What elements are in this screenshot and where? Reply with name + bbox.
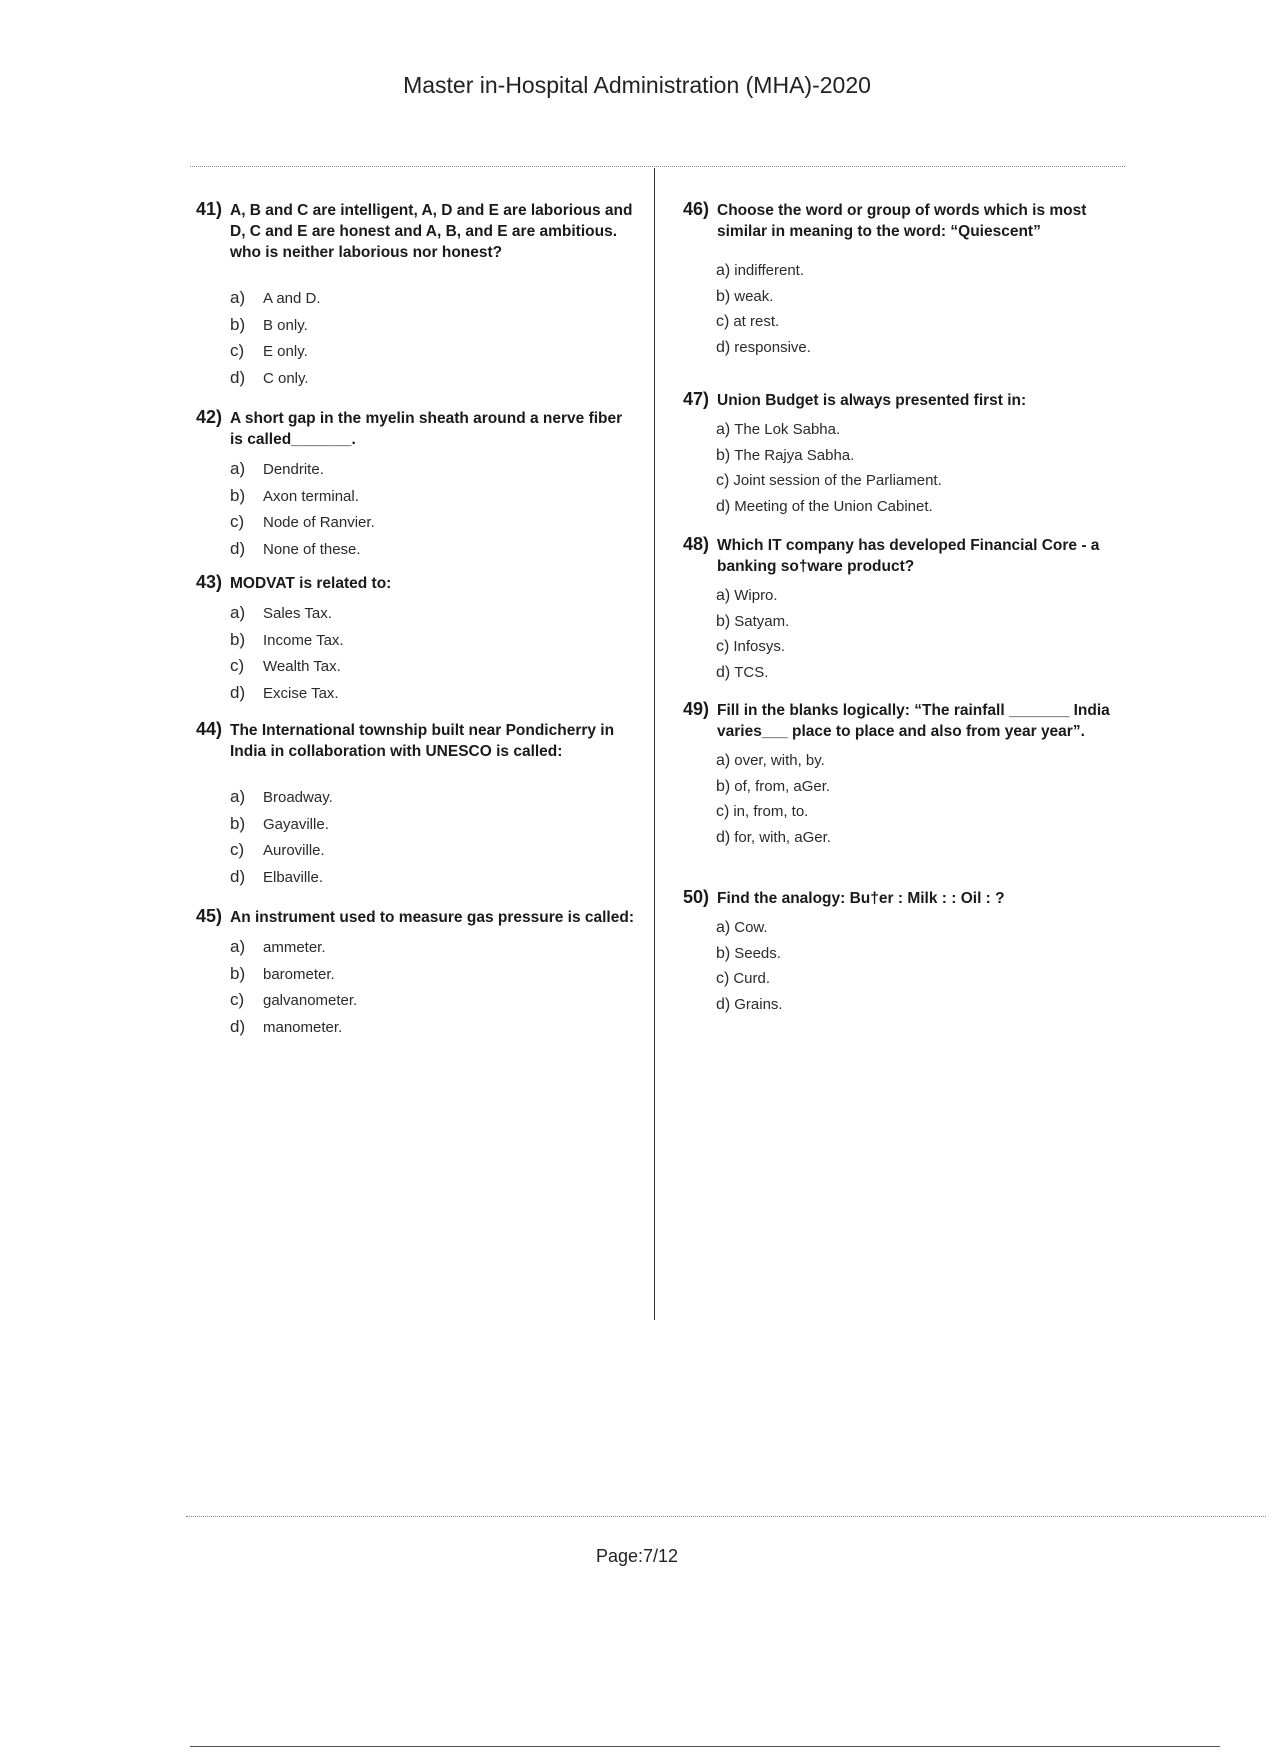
option-b: b) Income Tax. <box>230 629 344 649</box>
question-41 <box>196 200 636 391</box>
option-b: b) B only. <box>230 314 308 334</box>
footer-rule <box>190 1746 1220 1747</box>
option-c: c) in, from, to. <box>716 803 809 820</box>
option-d: d) Excise Tax. <box>230 682 339 702</box>
option-a: a) over, with, by. <box>716 752 825 769</box>
option-b: b) weak. <box>716 287 774 305</box>
option-b: b) The Rajya Sabha. <box>716 446 855 464</box>
question-number: 42) <box>196 407 223 427</box>
question-number: 46) <box>683 199 710 219</box>
option-list <box>196 934 636 1040</box>
question-50 <box>683 888 1123 1017</box>
question-number: 45) <box>196 906 223 926</box>
question-49 <box>683 700 1123 850</box>
option-list <box>683 417 1123 519</box>
question-44 <box>196 720 636 890</box>
question-text: Which IT company has developed Financial Core - a banking so†ware product? <box>717 537 1100 575</box>
option-b: b) Satyam. <box>716 612 790 630</box>
option-list <box>683 258 1123 360</box>
column-divider <box>654 168 655 1320</box>
question-43 <box>196 573 636 706</box>
question-46 <box>683 200 1123 360</box>
option-d: d) Elbaville. <box>230 866 324 886</box>
option-d: d) TCS. <box>716 663 769 681</box>
option-d: d) None of these. <box>230 538 361 558</box>
option-c: c) Auroville. <box>230 840 325 859</box>
option-c: c) E only. <box>230 341 308 360</box>
option-c: c) galvanometer. <box>230 990 358 1009</box>
page-number: Page:7/12 <box>595 1546 679 1566</box>
question-text: MODVAT is related to: <box>230 575 392 592</box>
question-number: 43) <box>196 572 223 592</box>
option-c: c) Curd. <box>716 970 771 987</box>
question-text: A short gap in the myelin sheath around a nerve fiber is called_______. <box>230 410 623 448</box>
question-47 <box>683 390 1123 519</box>
option-a: a) Sales Tax. <box>230 603 332 622</box>
question-45 <box>196 907 636 1040</box>
option-d: d) C only. <box>230 367 309 387</box>
option-c: c) Node of Ranvier. <box>230 512 375 531</box>
question-text: Union Budget is always presented first in: <box>717 392 1027 409</box>
question-number: 48) <box>683 534 710 554</box>
question-number: 41) <box>196 199 223 219</box>
option-a: a) Broadway. <box>230 787 333 806</box>
option-a: a) Wipro. <box>716 587 778 604</box>
option-d: d) responsive. <box>716 338 811 356</box>
question-text: Choose the word or group of words which is most similar in meaning to the word: “Quiescent” <box>717 202 1087 240</box>
option-list <box>683 583 1123 685</box>
option-list <box>196 456 636 562</box>
option-d: d) manometer. <box>230 1016 343 1036</box>
question-number: 49) <box>683 699 710 719</box>
option-b: b) of, from, aGer. <box>716 777 831 795</box>
option-a: a) ammeter. <box>230 937 326 956</box>
option-d: d) for, with, aGer. <box>716 828 831 846</box>
page-title: Master in-Hospital Administration (MHA)-2020 <box>403 72 871 98</box>
top-divider <box>190 166 1125 167</box>
option-list <box>196 285 636 391</box>
question-text: Fill in the blanks logically: “The rainfall _______ India varies___ place to place and also from year year”. <box>717 702 1110 740</box>
option-list <box>196 600 636 706</box>
bottom-divider <box>186 1516 1266 1517</box>
question-number: 47) <box>683 389 710 409</box>
option-d: d) Meeting of the Union Cabinet. <box>716 497 933 515</box>
option-b: b) barometer. <box>230 963 335 983</box>
option-a: a) Cow. <box>716 919 768 936</box>
option-a: a) A and D. <box>230 288 321 307</box>
question-48 <box>683 535 1123 685</box>
option-c: c) at rest. <box>716 313 780 330</box>
option-a: a) The Lok Sabha. <box>716 421 841 438</box>
option-b: b) Axon terminal. <box>230 485 359 505</box>
option-list <box>683 748 1123 850</box>
option-list <box>196 784 636 890</box>
option-b: b) Seeds. <box>716 944 781 962</box>
option-a: a) Dendrite. <box>230 459 324 478</box>
option-c: c) Infosys. <box>716 638 786 655</box>
option-a: a) indifferent. <box>716 262 805 279</box>
question-text: Find the analogy: Bu†er : Milk : : Oil : ? <box>717 890 1005 907</box>
question-text: The International township built near Pondicherry in India in collaboration with UNESCO is called: <box>230 722 615 760</box>
option-list <box>683 915 1123 1017</box>
question-text: A, B and C are intelligent, A, D and E are laborious and D, C and E are honest and A, B, and E are ambitious. who is neither laborious nor honest? <box>230 202 633 261</box>
question-text: An instrument used to measure gas pressure is called: <box>230 909 634 926</box>
question-number: 50) <box>683 887 710 907</box>
option-d: d) Grains. <box>716 995 783 1013</box>
question-number: 44) <box>196 719 223 739</box>
option-b: b) Gayaville. <box>230 813 329 833</box>
option-c: c) Joint session of the Parliament. <box>716 472 942 489</box>
option-c: c) Wealth Tax. <box>230 656 341 675</box>
question-42 <box>196 408 636 562</box>
